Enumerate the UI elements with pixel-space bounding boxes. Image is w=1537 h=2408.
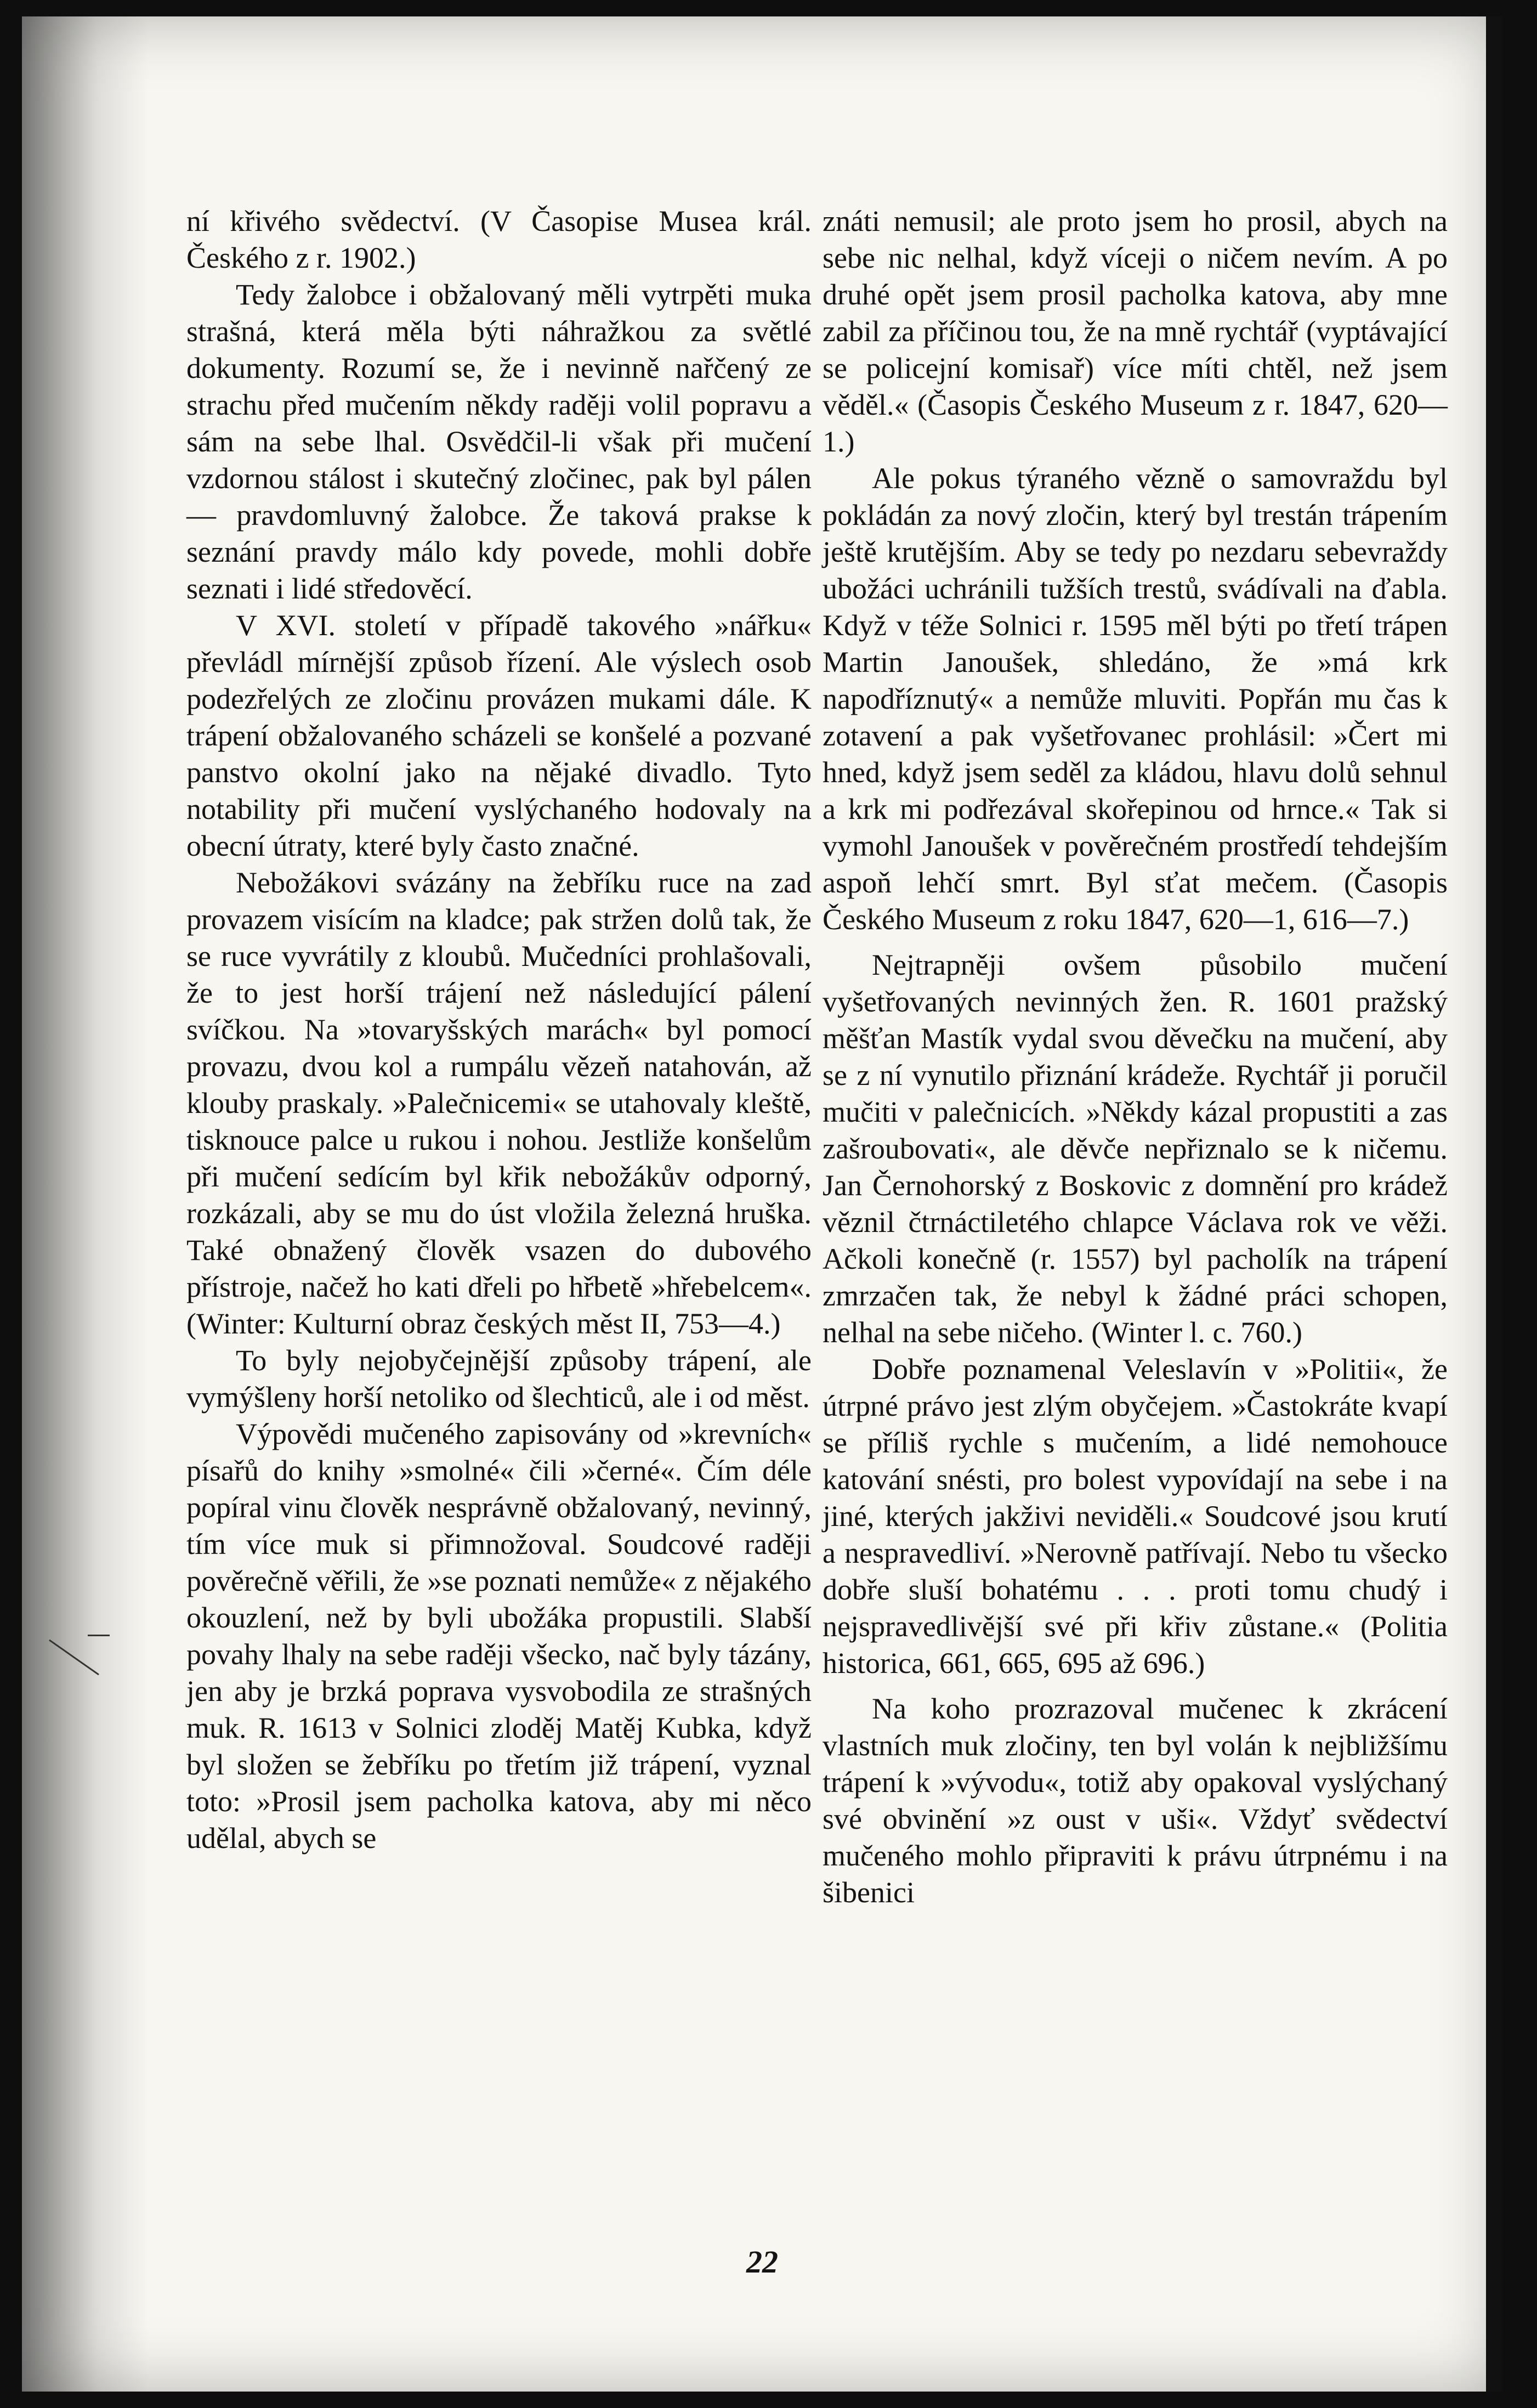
paragraph: Nejtrapněji ovšem působilo mučení vyšetřovaných nevinných žen. R. 1601 pražský měšťan Mastík vydal svou děvečku na mučení, aby se z ní vynutilo přiznání krádeže. Rychtář ji poručil mučiti v palečnicích. »Někdy kázal propustiti a zas zašroubovati«, ale děvče nepřiznalo se k ničemu. Jan Černohorský z Boskovic z domnění pro krádež věznil čtrnáctiletého chlapce Václava rok ve věži. Ačkoli konečně (r. 1557) byl pacholík na trápení zmrzačen tak, že nebyl k žádné práci schopen, nelhal na sebe ničeho. (Winter l. c. 760.) [823, 948, 1448, 1349]
paragraph: V XVI. století v případě takového »nářku« převládl mírnější způsob řízení. Ale výslech osob podezřelých ze zločinu provázen mukami dále. K trápení obžalovaného scházeli se konšelé a pozvané panstvo okolní jako na nějaké divadlo. Tyto notability při mučení vyslýchaného hodovaly na obecní útraty, které byly často značné. [186, 609, 812, 862]
margin-mark [88, 1635, 110, 1636]
page-edge-shadow [22, 16, 148, 2392]
right-column [823, 203, 1448, 1911]
paragraph: Tedy žalobce i obžalovaný měli vytrpěti muka strašná, která měla býti náhražkou za světlé dokumenty. Rozumí se, že i nevinně nařčený ze strachu před mučením někdy raději volil popravu a sám na sebe lhal. Osvědčil-li však při mučení vzdornou stálost i skutečný zločinec, pak byl pálen — pravdomluvný žalobce. Že taková prakse k seznání pravdy málo kdy povede, mohli dobře seznati i lidé středověcí. [186, 278, 812, 605]
paragraph: Výpovědi mučeného zapisovány od »krevních« písařů do knihy »smolné« čili »černé«. Čím déle popíral vinu člověk nesprávně obžalovaný, nevinný, tím více muk si přimnožoval. Soudcové raději pověrečně věřili, že »se poznati nemůže« z nějakého okouzlení, než by byli ubožáka propustili. Slabší povahy lhaly na sebe raději všecko, nač byly tázány, jen aby je brzká poprava vysvobodila ze strašných muk. R. 1613 v Solnici zloděj Matěj Kubka, když byl složen se žebříku po třetím již trápení, vyznal toto: »Prosil jsem pacholka katova, aby mi něco udělal, abych se [186, 1417, 812, 1855]
paragraph: ní křivého svědectví. (V Časopise Musea král. Českého z r. 1902.) [186, 205, 812, 274]
paragraph: Ale pokus týraného vězně o samovraždu byl pokládán za nový zločin, který byl trestán trápením ještě krutějším. Aby se tedy po nezdaru sebevraždy ubožáci uchránili tužších trestů, svádívali na ďabla. Když v téže Solnici r. 1595 měl býti po třetí trápen Martin Janoušek, shledáno, že »má krk napodříznutý« a nemůže mluviti. Popřán mu čas k zotavení a pak vyšetřovanec prohlásil: »Čert mi hned, když jsem seděl za kládou, hlavu dolů sehnul a krk mi podřezával skořepinou od hrnce.« Tak si vymohl Janoušek v pověrečném prostředí tehdejším aspoň lehčí smrt. Byl sťat mečem. (Časopis Českého Museum z roku 1847, 620—1, 616—7.) [823, 462, 1448, 936]
paragraph: To byly nejobyčejnější způsoby trápení, ale vymýšleny horší netoliko od šlechticů, ale i od měst. [186, 1344, 812, 1414]
paragraph: znáti nemusil; ale proto jsem ho prosil, abych na sebe nic nelhal, když víceji o ničem nevím. A po druhé opět jsem prosil pacholka katova, aby mne zabil za příčinou tou, že na mně rychtář (vyptávající se policejní komisař) více míti chtěl, než jsem věděl.« (Časopis Českého Museum z r. 1847, 620—1.) [823, 205, 1448, 458]
paragraph: Nebožákovi svázány na žebříku ruce na zad provazem visícím na kladce; pak stržen dolů tak, že se ruce vyvrátily z kloubů. Mučedníci prohlašovali, že to jest horší trájení než následující pálení svíčkou. Na »tovaryšských marách« byl pomocí provazu, dvou kol a rumpálu vězeň natahován, až klouby praskaly. »Palečnicemi« se utahovaly kleště, tisknouce palce u rukou i nohou. Jestliže konšelům při mučení sedícím byl křik nebožákův odporný, rozkázali, aby se mu do úst vložila železná hruška. Také obnažený člověk vsazen do dubového přístroje, načež ho kati dřeli po hřbetě »hřebelcem«. (Winter: Kulturní obraz českých měst II, 753—4.) [186, 866, 812, 1340]
page-number: 22 [746, 2244, 778, 2280]
paragraph: Dobře poznamenal Veleslavín v »Politii«, že útrpné právo jest zlým obyčejem. »Častokráte kvapí se příliš rychle s mučením, a lidé nemohouce katování snésti, pro bolest vypovídají na sebe i na jiné, kterých jakživi neviděli.« Soudcové jsou krutí a nespravedliví. »Nerovně patřívají. Nebo tu všecko dobře sluší bohatému . . . proti tomu chudý i nejspravedlivější své při křiv zůstane.« (Politia historica, 661, 665, 695 až 696.) [823, 1353, 1448, 1680]
paragraph: Na koho prozrazoval mučenec k zkrácení vlastních muk zločiny, ten byl volán k nejbližšímu trápení k »vývodu«, totiž aby opakoval vyslýchaný své obvinění »z oust v uši«. Vždyť svědectví mučeného mohlo připraviti k právu útrpnému i na šibenici [823, 1692, 1448, 1909]
left-column [186, 203, 812, 1857]
scan-border [1486, 16, 1502, 2392]
scanned-page [22, 16, 1502, 2392]
